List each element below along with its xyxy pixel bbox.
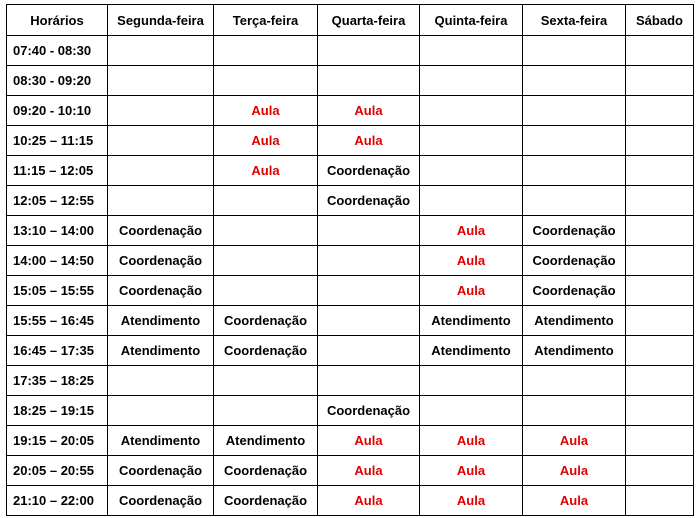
- schedule-body: [7, 36, 694, 516]
- schedule-table: [6, 4, 694, 516]
- cell-sabado: [626, 396, 694, 426]
- cell-terca: [214, 36, 318, 66]
- time-slot-cell: 18:25 – 19:15: [7, 396, 108, 426]
- cell-segunda: Coordenação: [108, 456, 214, 486]
- time-slot-cell: 15:05 – 15:55: [7, 276, 108, 306]
- cell-terca: Coordenação: [214, 306, 318, 336]
- cell-terca: [214, 66, 318, 96]
- cell-quinta: [420, 126, 523, 156]
- cell-segunda: Coordenação: [108, 486, 214, 516]
- table-row: [7, 486, 694, 516]
- table-row: [7, 96, 694, 126]
- cell-segunda: Atendimento: [108, 306, 214, 336]
- header-horarios: Horários: [7, 5, 108, 36]
- time-slot-cell: 09:20 - 10:10: [7, 96, 108, 126]
- cell-sabado: [626, 306, 694, 336]
- cell-sexta: Aula: [523, 426, 626, 456]
- cell-sabado: [626, 426, 694, 456]
- cell-segunda: [108, 36, 214, 66]
- cell-segunda: Coordenação: [108, 216, 214, 246]
- table-row: [7, 216, 694, 246]
- cell-quarta: Coordenação: [318, 156, 420, 186]
- cell-quinta: [420, 396, 523, 426]
- cell-terca: [214, 276, 318, 306]
- cell-sexta: Coordenação: [523, 276, 626, 306]
- header-row: [7, 5, 694, 36]
- cell-quarta: [318, 306, 420, 336]
- header-quinta: Quinta-feira: [420, 5, 523, 36]
- cell-terca: [214, 216, 318, 246]
- header-segunda: Segunda-feira: [108, 5, 214, 36]
- cell-sexta: Aula: [523, 486, 626, 516]
- cell-quinta: [420, 36, 523, 66]
- cell-quarta: Aula: [318, 486, 420, 516]
- table-row: [7, 186, 694, 216]
- cell-quinta: [420, 96, 523, 126]
- table-row: [7, 426, 694, 456]
- cell-quinta: Aula: [420, 456, 523, 486]
- cell-segunda: Coordenação: [108, 276, 214, 306]
- cell-segunda: [108, 396, 214, 426]
- cell-terca: Coordenação: [214, 456, 318, 486]
- table-row: [7, 306, 694, 336]
- cell-quarta: [318, 216, 420, 246]
- cell-quarta: Aula: [318, 456, 420, 486]
- cell-sexta: Coordenação: [523, 216, 626, 246]
- time-slot-cell: 20:05 – 20:55: [7, 456, 108, 486]
- time-slot-cell: 12:05 – 12:55: [7, 186, 108, 216]
- time-slot-cell: 13:10 – 14:00: [7, 216, 108, 246]
- table-row: [7, 126, 694, 156]
- cell-quarta: [318, 336, 420, 366]
- cell-sexta: [523, 126, 626, 156]
- cell-sabado: [626, 366, 694, 396]
- table-row: [7, 246, 694, 276]
- cell-sabado: [626, 336, 694, 366]
- cell-sabado: [626, 126, 694, 156]
- header-sabado: Sábado: [626, 5, 694, 36]
- cell-quinta: Atendimento: [420, 306, 523, 336]
- table-row: [7, 66, 694, 96]
- table-row: [7, 276, 694, 306]
- table-row: [7, 366, 694, 396]
- cell-segunda: [108, 186, 214, 216]
- cell-terca: Aula: [214, 96, 318, 126]
- cell-sabado: [626, 276, 694, 306]
- cell-terca: [214, 186, 318, 216]
- cell-quarta: Aula: [318, 126, 420, 156]
- cell-terca: Coordenação: [214, 486, 318, 516]
- cell-sexta: Atendimento: [523, 336, 626, 366]
- cell-sexta: [523, 186, 626, 216]
- cell-terca: [214, 366, 318, 396]
- table-row: [7, 456, 694, 486]
- cell-quinta: Aula: [420, 216, 523, 246]
- table-row: [7, 336, 694, 366]
- cell-terca: Aula: [214, 156, 318, 186]
- cell-segunda: Coordenação: [108, 246, 214, 276]
- time-slot-cell: 08:30 - 09:20: [7, 66, 108, 96]
- header-sexta: Sexta-feira: [523, 5, 626, 36]
- cell-sexta: Atendimento: [523, 306, 626, 336]
- cell-quarta: [318, 366, 420, 396]
- cell-quarta: Coordenação: [318, 396, 420, 426]
- table-row: [7, 36, 694, 66]
- time-slot-cell: 11:15 – 12:05: [7, 156, 108, 186]
- cell-segunda: [108, 366, 214, 396]
- cell-segunda: Atendimento: [108, 426, 214, 456]
- time-slot-cell: 10:25 – 11:15: [7, 126, 108, 156]
- time-slot-cell: 16:45 – 17:35: [7, 336, 108, 366]
- cell-sabado: [626, 36, 694, 66]
- cell-sabado: [626, 456, 694, 486]
- cell-sabado: [626, 66, 694, 96]
- table-row: [7, 156, 694, 186]
- cell-quarta: Coordenação: [318, 186, 420, 216]
- time-slot-cell: 21:10 – 22:00: [7, 486, 108, 516]
- cell-sexta: [523, 96, 626, 126]
- cell-quinta: [420, 186, 523, 216]
- cell-sabado: [626, 186, 694, 216]
- cell-segunda: [108, 66, 214, 96]
- table-row: [7, 396, 694, 426]
- cell-quarta: [318, 66, 420, 96]
- cell-terca: Atendimento: [214, 426, 318, 456]
- cell-sexta: [523, 36, 626, 66]
- time-slot-cell: 14:00 – 14:50: [7, 246, 108, 276]
- cell-quinta: [420, 366, 523, 396]
- cell-segunda: Atendimento: [108, 336, 214, 366]
- cell-terca: [214, 396, 318, 426]
- cell-quarta: Aula: [318, 426, 420, 456]
- cell-sabado: [626, 156, 694, 186]
- cell-sexta: [523, 396, 626, 426]
- cell-quinta: [420, 66, 523, 96]
- cell-quinta: [420, 156, 523, 186]
- cell-sexta: [523, 366, 626, 396]
- time-slot-cell: 15:55 – 16:45: [7, 306, 108, 336]
- cell-quarta: Aula: [318, 96, 420, 126]
- cell-sabado: [626, 216, 694, 246]
- time-slot-cell: 19:15 – 20:05: [7, 426, 108, 456]
- cell-segunda: [108, 96, 214, 126]
- cell-quarta: [318, 36, 420, 66]
- cell-terca: [214, 246, 318, 276]
- cell-sabado: [626, 246, 694, 276]
- time-slot-cell: 17:35 – 18:25: [7, 366, 108, 396]
- header-terca: Terça-feira: [214, 5, 318, 36]
- cell-sexta: Coordenação: [523, 246, 626, 276]
- cell-sexta: Aula: [523, 456, 626, 486]
- cell-segunda: [108, 156, 214, 186]
- cell-terca: Coordenação: [214, 336, 318, 366]
- time-slot-cell: 07:40 - 08:30: [7, 36, 108, 66]
- cell-sabado: [626, 486, 694, 516]
- cell-quinta: Aula: [420, 486, 523, 516]
- cell-sexta: [523, 156, 626, 186]
- cell-quinta: Aula: [420, 276, 523, 306]
- cell-sabado: [626, 96, 694, 126]
- cell-sexta: [523, 66, 626, 96]
- cell-quinta: Aula: [420, 246, 523, 276]
- cell-segunda: [108, 126, 214, 156]
- cell-quinta: Atendimento: [420, 336, 523, 366]
- cell-quarta: [318, 246, 420, 276]
- cell-quarta: [318, 276, 420, 306]
- cell-terca: Aula: [214, 126, 318, 156]
- header-quarta: Quarta-feira: [318, 5, 420, 36]
- cell-quinta: Aula: [420, 426, 523, 456]
